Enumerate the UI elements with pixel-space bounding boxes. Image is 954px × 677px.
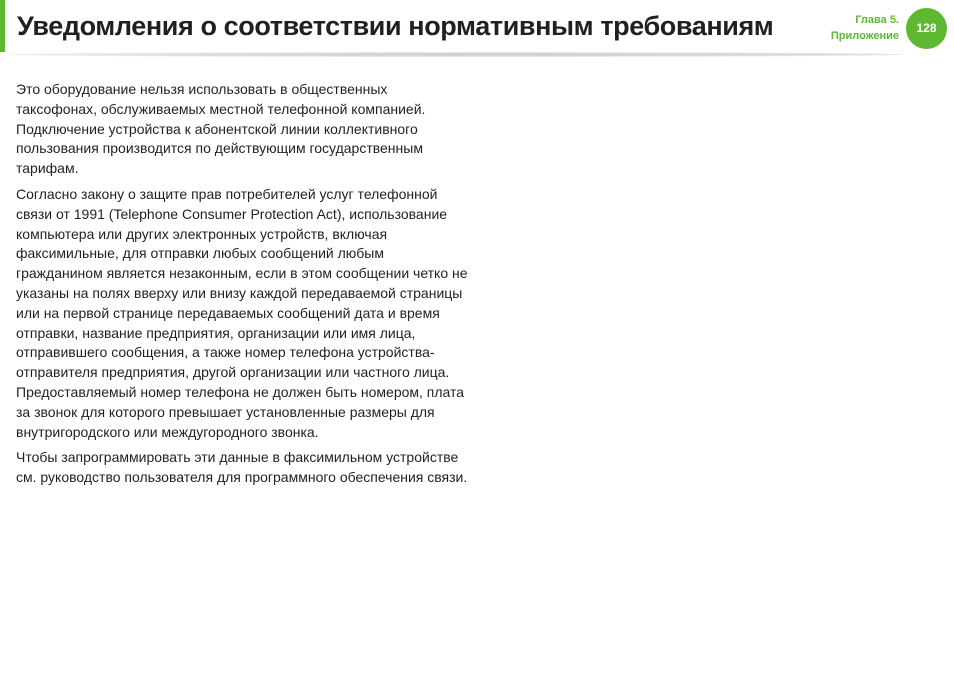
main-content <box>16 80 471 494</box>
header-accent-bar <box>0 0 5 52</box>
paragraph-programming: Чтобы запрограммировать эти данные в факсимильном устройстве см. руководство пользователя для программного обеспечения связи. <box>16 449 468 486</box>
section-label: Приложение <box>830 30 899 42</box>
chapter-info <box>831 12 899 44</box>
paragraph-tcpa: Согласно закону о защите прав потребителей услуг телефонной связи от 1991 (Telephone Consumer Protection Act), использование компьютера или других электронных устройств, включая факсимильные, для отправки любых сообщений любым гражданином является незаконным, если в этом сообщении четко не указаны на полях вверху или внизу каждой передаваемой страницы или на первой странице передаваемых сообщений дата и время отправки, название предприятия, организации или имя лица, отправившего сообщения, а также номер телефона устройства-отправителя предприятия, другой организации или частного лица. Предоставляемый номер телефона не должен быть номером, плата за звонок для которого превышает установленные размеры для внутригородского или междугородного звонка. <box>16 185 468 440</box>
page-number-badge: 128 <box>906 8 947 49</box>
header-divider <box>8 52 904 57</box>
page-title: Уведомления о соответствии нормативным требованиям <box>17 11 774 41</box>
paragraph-public-phones: Это оборудование нельзя использовать в общественных таксофонах, обслуживаемых местной телефонной компанией. Подключение устройства к абонентской линии коллективного пользования производится по действующим государственным тарифам. <box>16 81 426 177</box>
chapter-label: Глава 5. <box>855 14 899 26</box>
page-header <box>0 0 954 60</box>
